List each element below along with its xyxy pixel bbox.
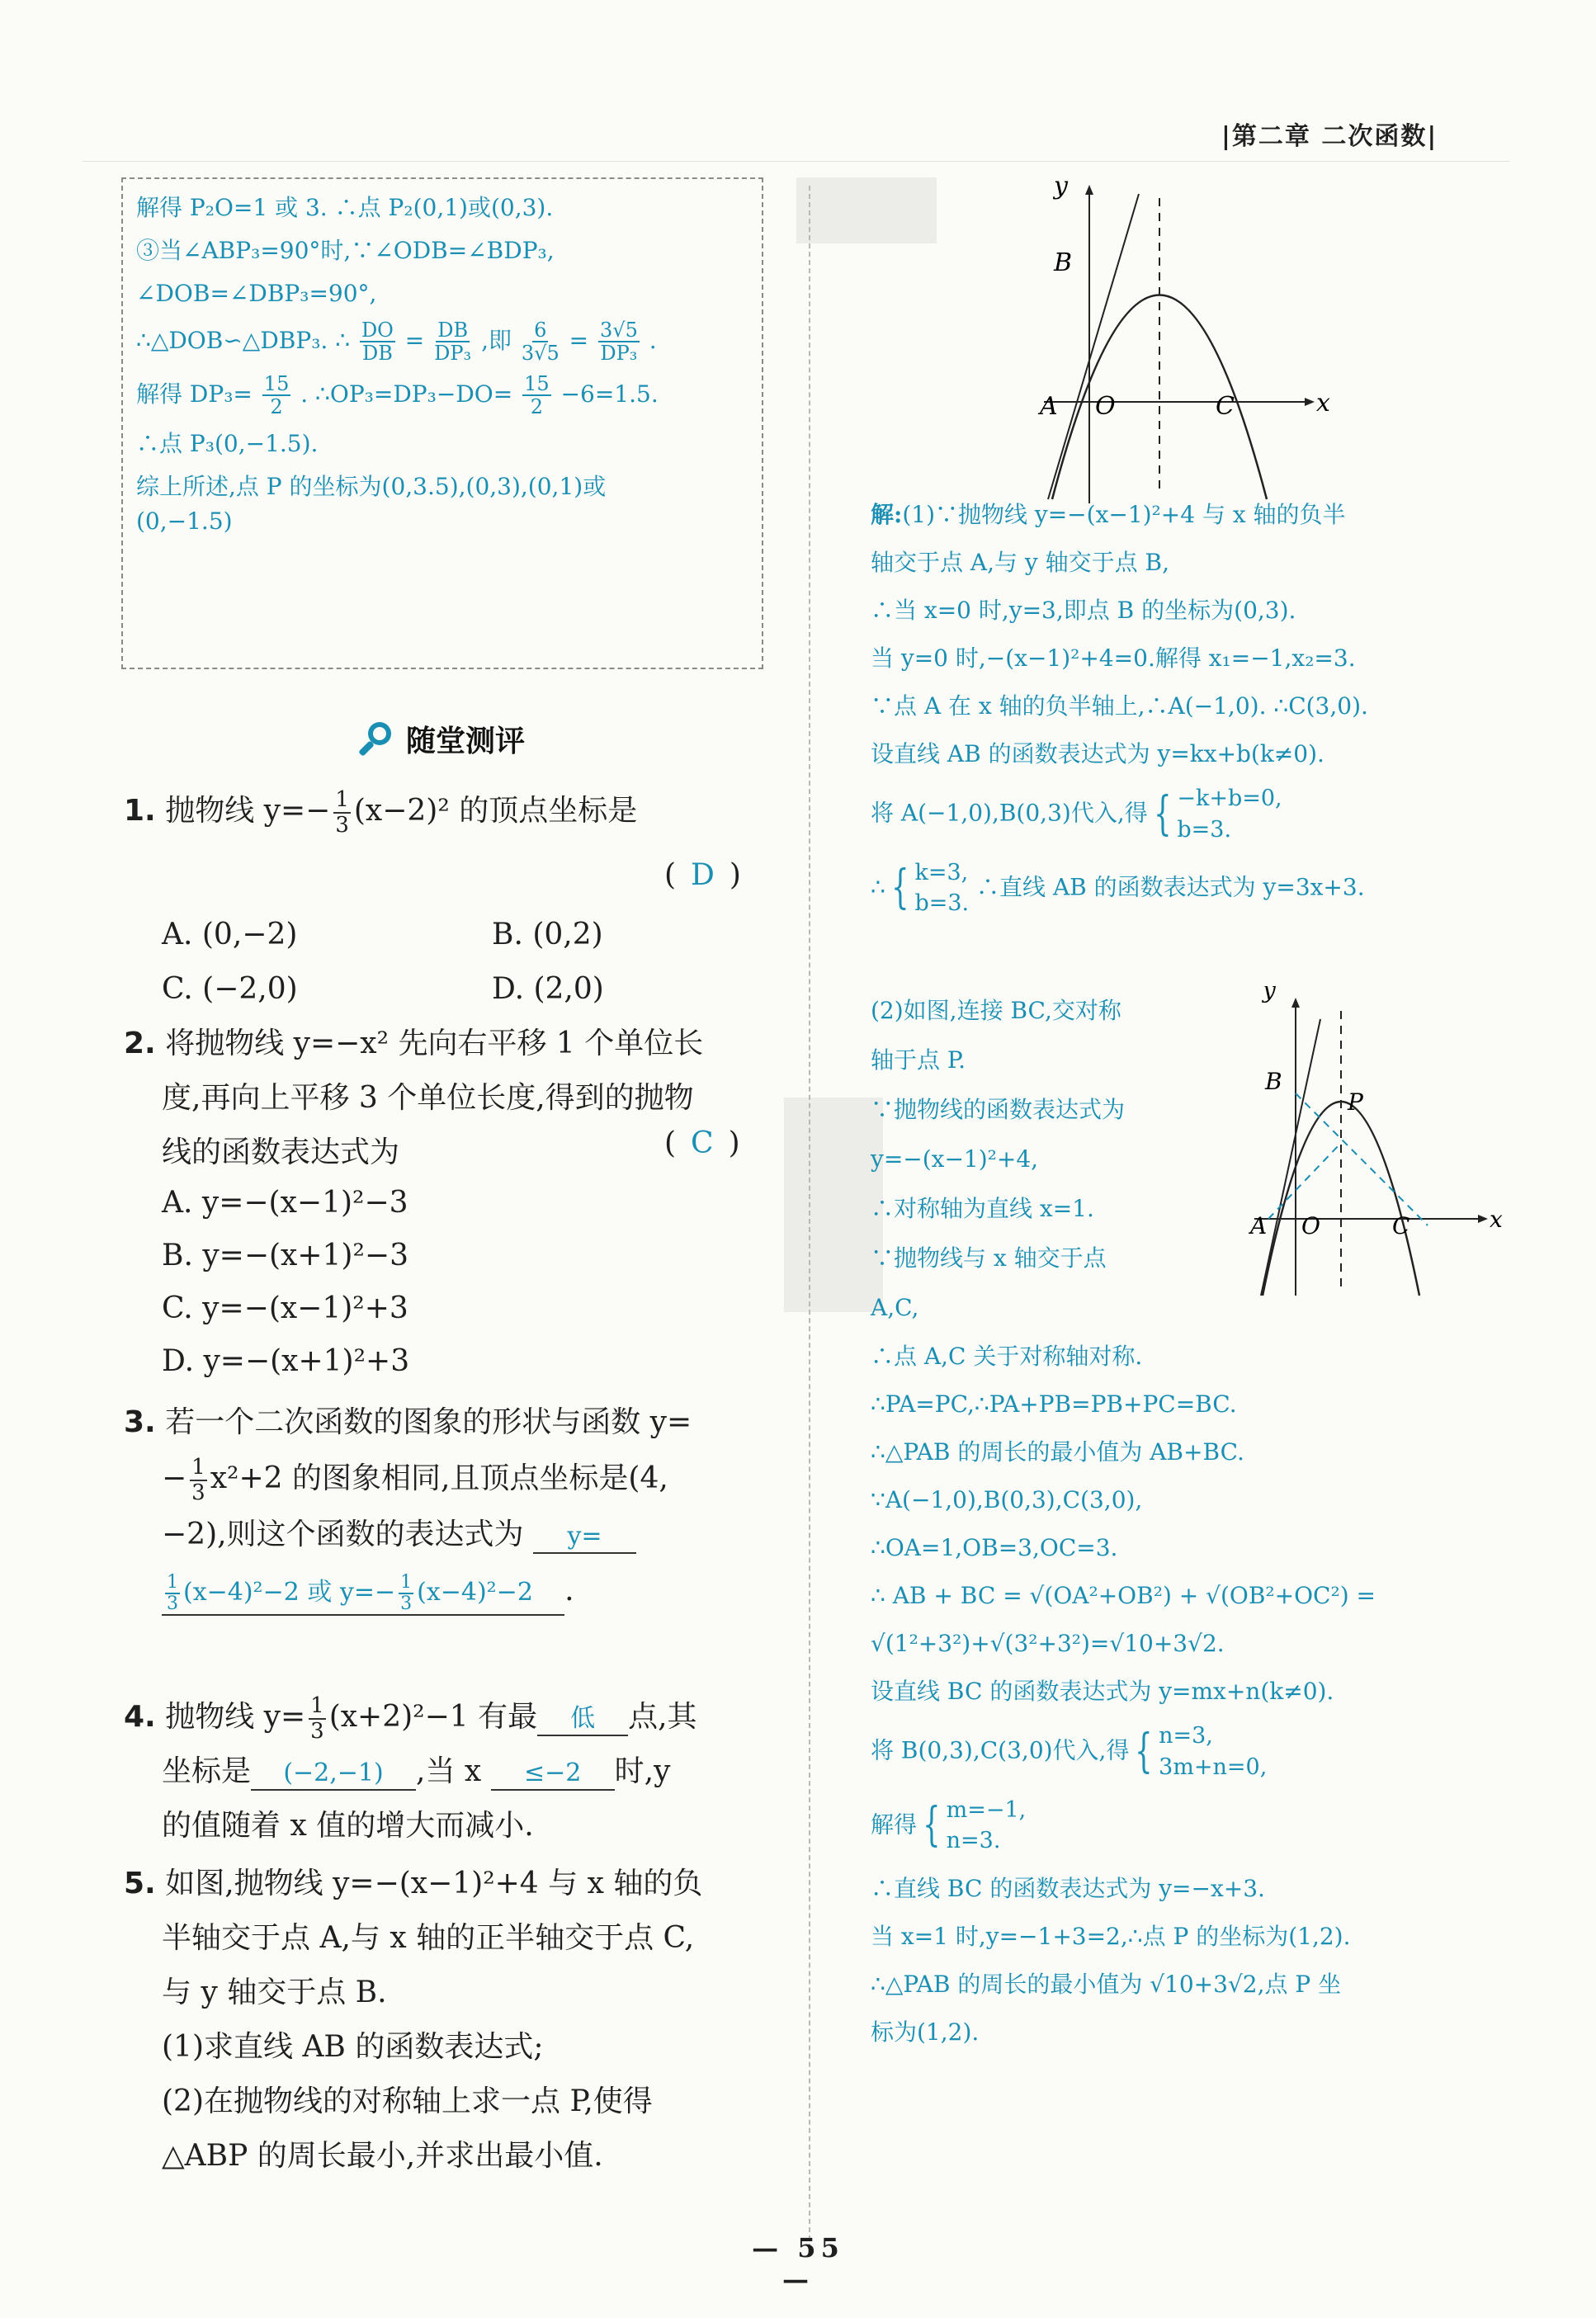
- y-label: y: [1263, 986, 1276, 1003]
- q5-line-2: 半轴交于点 A,与 x 轴的正半轴交于点 C,: [162, 1921, 695, 1955]
- sol-p2-line-2: 轴于点 P.: [871, 1046, 966, 1074]
- frac-den: 3: [335, 813, 349, 838]
- section-title: [355, 714, 525, 763]
- solution-label: 解:: [871, 501, 903, 528]
- q1-options: [124, 908, 784, 1017]
- q3-period: .: [564, 1574, 574, 1607]
- q5-line-5: (2)在抛物线的对称轴上求一点 P,使得: [162, 2084, 653, 2118]
- q2-option-d: D. y=−(x+1)²+3: [162, 1344, 410, 1378]
- question-1: [124, 784, 784, 838]
- q1-answer: D: [691, 858, 715, 892]
- brace-icon: {: [1135, 1724, 1153, 1778]
- q1-answer-paren: [664, 858, 741, 892]
- frac-num: 15: [524, 371, 550, 395]
- brace-icon: {: [1153, 786, 1172, 841]
- point-c-label: C: [1216, 392, 1235, 421]
- paren-right: ): [728, 1126, 740, 1160]
- bleed-through-shade-1: [796, 177, 937, 243]
- box-line-5: [136, 373, 748, 418]
- frac-num: DO: [361, 319, 394, 342]
- frac-3r5-dp3: [598, 319, 640, 365]
- system-1: [1177, 783, 1282, 846]
- q2-options: [124, 1177, 784, 1388]
- system-2: [914, 857, 969, 920]
- sol-p2-line-15: 设直线 BC 的函数表达式为 y=mx+n(k≠0).: [871, 1678, 1334, 1705]
- sol-p2-line-6: ∵抛物线与 x 轴交于点: [871, 1244, 1107, 1272]
- frac-num: 6: [534, 319, 547, 342]
- sol-line-7: [871, 783, 1514, 846]
- sol-p2-line-5: ∴对称轴为直线 x=1.: [871, 1195, 1094, 1222]
- q4-line-3: 的值随着 x 值的增大而减小.: [162, 1809, 534, 1843]
- box-l4-text-a: ∴△DOB∽△DBP₃. ∴: [136, 326, 351, 354]
- solution-part-1: [871, 491, 1514, 919]
- frac-num: 1: [191, 1455, 205, 1480]
- sol-p16-text: 将 B(0,3),C(3,0)代入,得: [871, 1736, 1130, 1764]
- q4-blank-1: 低: [537, 1703, 628, 1736]
- system-row: n=3.: [946, 1828, 1001, 1854]
- magnifier-icon: [355, 717, 398, 760]
- q3-frac: [190, 1456, 207, 1504]
- bleed-through-shade-2: [784, 1098, 883, 1312]
- q1-frac: [333, 788, 351, 837]
- frac-num: 15: [263, 371, 290, 395]
- q3-ans-frac-2: [399, 1573, 413, 1614]
- question-4: [124, 1690, 784, 1853]
- sol-line-8: [871, 857, 1514, 920]
- q1-option-b: B. (0,2): [492, 918, 603, 951]
- q3-minus: −: [162, 1461, 187, 1495]
- q1-stem-a: 抛物线 y=−: [165, 794, 331, 828]
- x-axis-arrow: [1305, 398, 1315, 406]
- y-label: y: [1054, 173, 1068, 201]
- point-a-label: A: [1040, 392, 1058, 421]
- frac-den: 2: [270, 395, 283, 419]
- box-l4-eq2: =: [569, 326, 589, 354]
- q3-line-1: 若一个二次函数的图象的形状与函数 y=: [165, 1405, 692, 1439]
- frac-do-db: [360, 319, 395, 365]
- line-ab: [1261, 1019, 1320, 1296]
- sol-p2-line-10: ∴△PAB 的周长的最小值为 AB+BC.: [871, 1438, 1244, 1466]
- sol-p2-line-14: √(1²+3²)+√(3²+3²)=√10+3√2.: [871, 1630, 1225, 1657]
- q4-text-c: 点,其: [628, 1700, 697, 1734]
- origin-label: O: [1301, 1212, 1320, 1239]
- point-b-label: B: [1265, 1068, 1282, 1095]
- segment-ap: [1268, 1143, 1341, 1219]
- page-number: — 55 —: [752, 2232, 844, 2295]
- q3-ans-text-c: (x−4)²−2: [417, 1578, 533, 1607]
- q2-option-b: B. y=−(x+1)²−3: [162, 1239, 408, 1272]
- q5-line-3: 与 y 轴交于点 B.: [162, 1976, 387, 2009]
- frac-num: 1: [165, 1573, 180, 1594]
- x-label: x: [1490, 1206, 1503, 1233]
- q1-option-d: D. (2,0): [492, 972, 604, 1006]
- box-l5-text-b: . ∴OP₃=DP₃−DO=: [300, 380, 513, 408]
- brace-icon: {: [923, 1798, 941, 1853]
- sol-p2-line-16: [871, 1721, 1523, 1783]
- q3-line-2: x²+2 的图象相同,且顶点坐标是(4,: [210, 1461, 668, 1495]
- q5-line-4: (1)求直线 AB 的函数表达式;: [162, 2030, 544, 2064]
- sol-p2-line-8: ∴点 A,C 关于对称轴对称.: [871, 1343, 1143, 1370]
- q4-text-f: 时,y: [614, 1754, 671, 1788]
- frac-15-2: [262, 373, 291, 418]
- solution-part-2b: [871, 1333, 1523, 2056]
- box-line-6: ∴点 P₃(0,−1.5).: [136, 429, 319, 457]
- sol-p2-line-21: 标为(1,2).: [871, 2018, 980, 2047]
- system-row: 3m+n=0,: [1159, 1754, 1268, 1780]
- q2-line-1: 将抛物线 y=−x² 先向右平移 1 个单位长: [165, 1027, 704, 1060]
- q5-number: 5.: [124, 1867, 156, 1900]
- frac-den: DB: [361, 342, 393, 366]
- frac-num: DB: [437, 319, 469, 342]
- q4-text-b: (x+2)²−1 有最: [328, 1700, 538, 1734]
- q4-text-e: ,当 x: [416, 1754, 482, 1788]
- y-axis-arrow: [1291, 998, 1300, 1008]
- sol-line-3: ∴当 x=0 时,y=3,即点 B 的坐标为(0,3).: [871, 597, 1296, 624]
- line-ab: [1048, 194, 1139, 499]
- q2-line-2: 度,再向上平移 3 个单位长度,得到的抛物: [162, 1081, 694, 1115]
- frac-num: 1: [399, 1573, 413, 1594]
- q3-line-3: −2),则这个函数的表达式为: [162, 1518, 524, 1551]
- sol-line-5: ∵点 A 在 x 轴的负半轴上,∴A(−1,0). ∴C(3,0).: [871, 692, 1368, 720]
- system-row: k=3,: [914, 859, 969, 885]
- frac-den: 3: [400, 1593, 413, 1614]
- sol-p2-line-20: ∴△PAB 的周长的最小值为 √10+3√2,点 P 坐: [871, 1971, 1342, 1999]
- box-line-4: [136, 319, 748, 365]
- q3-ans-frac-1: [165, 1573, 180, 1614]
- q2-option-a: A. y=−(x−1)²−3: [162, 1186, 408, 1220]
- point-a-label: A: [1250, 1212, 1268, 1239]
- sol-p2-line-7: A,C,: [871, 1294, 919, 1321]
- q1-number: 1.: [124, 794, 156, 828]
- y-axis-arrow: [1085, 185, 1093, 195]
- q4-blank-2: (−2,−1): [251, 1758, 416, 1791]
- paren-right: ): [729, 858, 741, 892]
- frac-db-dp3: [434, 319, 471, 365]
- question-3: [124, 1395, 784, 1621]
- q3-number: 3.: [124, 1405, 156, 1439]
- frac-15-2b: [522, 373, 551, 418]
- x-axis-arrow: [1478, 1215, 1488, 1223]
- parabola-graph-1: [1036, 173, 1333, 503]
- q2-number: 2.: [124, 1027, 156, 1060]
- origin-label: O: [1095, 392, 1116, 421]
- box-l4-text-c: .: [649, 326, 657, 354]
- frac-num: 1: [335, 787, 349, 813]
- sol-p2-line-13: ∴ AB + BC = √(OA²+OB²) + √(OB²+OC²) =: [871, 1582, 1376, 1609]
- frac-num: 3√5: [600, 319, 638, 342]
- sol-line-2: 轴交于点 A,与 y 轴交于点 B,: [871, 549, 1170, 576]
- frac-den: 3√5: [521, 342, 560, 366]
- sol-p2-line-4: y=−(x−1)²+4,: [871, 1145, 1039, 1173]
- q4-text-d: 坐标是: [162, 1754, 252, 1788]
- x-label: x: [1316, 389, 1330, 418]
- box-l4-eq: =: [404, 326, 425, 354]
- q1-option-c: C. (−2,0): [162, 972, 298, 1006]
- q3-answer-part-1: y=: [533, 1521, 636, 1554]
- sol-p2-line-18: ∴直线 BC 的函数表达式为 y=−x+3.: [871, 1875, 1265, 1903]
- sol-p2-line-9: ∴PA=PC,∴PA+PB=PB+PC=BC.: [871, 1390, 1237, 1418]
- brace-icon: {: [890, 861, 909, 915]
- parabola-graph-2: [1209, 986, 1506, 1300]
- system-row: −k+b=0,: [1177, 786, 1282, 811]
- sol-line-1: (1)∵抛物线 y=−(x−1)²+4 与 x 轴的负半: [902, 501, 1346, 528]
- frac-den: 2: [530, 395, 543, 419]
- q3-answer-part-2: [162, 1573, 564, 1616]
- frac-den: DP₃: [600, 342, 638, 366]
- q1-option-a: A. (0,−2): [162, 918, 298, 951]
- q3-ans-text-b: (x−4)²−2 或 y=−: [183, 1578, 396, 1607]
- sol-p2-line-3: ∵抛物线的函数表达式为: [871, 1096, 1126, 1123]
- sol-p2-line-17: [871, 1795, 1523, 1858]
- box-line-7: 综上所述,点 P 的坐标为(0,3.5),(0,3),(0,1)或: [136, 472, 607, 500]
- box-line-2: ③当∠ABP₃=90°时,∵∠ODB=∠BDP₃,: [136, 237, 555, 264]
- frac-den: DP₃: [434, 342, 472, 366]
- q4-text-a: 抛物线 y=: [165, 1700, 306, 1734]
- sol-p2-line-11: ∵A(−1,0),B(0,3),C(3,0),: [871, 1486, 1143, 1513]
- q4-frac: [309, 1694, 326, 1743]
- sol-line-4: 当 y=0 时,−(x−1)²+4=0.解得 x₁=−1,x₂=3.: [871, 644, 1356, 672]
- q2-option-c: C. y=−(x−1)²+3: [162, 1291, 408, 1325]
- sol-p2-line-1: (2)如图,连接 BC,交对称: [871, 997, 1121, 1024]
- q2-line-3: 线的函数表达式为: [162, 1135, 400, 1169]
- sol-line-6: 设直线 AB 的函数表达式为 y=kx+b(k≠0).: [871, 740, 1324, 767]
- chapter-header: |第二章 二次函数|: [1221, 122, 1438, 151]
- system-row: b=3.: [914, 890, 970, 917]
- paren-left: (: [664, 1126, 677, 1160]
- system-3: [1159, 1721, 1267, 1783]
- system-row: n=3,: [1159, 1723, 1213, 1749]
- q1-stem-b: (x−2)² 的顶点坐标是: [353, 794, 638, 828]
- frac-num: 1: [310, 1693, 324, 1719]
- q2-answer-paren: [664, 1126, 740, 1160]
- point-p-label: P: [1348, 1088, 1363, 1116]
- box-line-1: 解得 P₂O=1 或 3. ∴点 P₂(0,1)或(0,3).: [136, 194, 554, 221]
- box-line-3: ∠DOB=∠DBP₃=90°,: [136, 280, 377, 307]
- sol-8-text: ∴直线 AB 的函数表达式为 y=3x+3.: [976, 872, 1365, 900]
- point-c-label: C: [1392, 1212, 1410, 1239]
- system-row: m=−1,: [946, 1796, 1027, 1823]
- q5-line-6: △ABP 的周长最小,并求出最小值.: [162, 2139, 603, 2173]
- column-divider: [809, 186, 810, 2257]
- q5-line-1: 如图,抛物线 y=−(x−1)²+4 与 x 轴的负: [165, 1867, 703, 1900]
- q4-blank-3: ≤−2: [491, 1758, 615, 1791]
- frac-den: 3: [191, 1480, 205, 1505]
- q2-answer: C: [691, 1126, 714, 1160]
- frac-den: 3: [310, 1719, 324, 1744]
- sol-p17-text: 解得: [871, 1810, 918, 1838]
- question-5: [124, 1857, 784, 2183]
- frac-den: 3: [167, 1593, 178, 1614]
- sol-p2-line-12: ∴OA=1,OB=3,OC=3.: [871, 1534, 1118, 1561]
- sol-8-therefore: ∴: [871, 872, 885, 900]
- box-l5-text-a: 解得 DP₃=: [136, 380, 253, 408]
- box-l5-text-c: −6=1.5.: [560, 380, 659, 408]
- section-title-text: 随堂测评: [406, 724, 526, 758]
- header-rule: [83, 161, 1510, 162]
- frac-6-3r5: [522, 319, 560, 365]
- system-4: [947, 1795, 1027, 1858]
- point-b-label: B: [1054, 248, 1073, 277]
- paren-left: (: [664, 858, 677, 892]
- q4-number: 4.: [124, 1700, 156, 1734]
- previous-answer-box: [121, 177, 763, 669]
- box-line-8: (0,−1.5): [136, 507, 233, 535]
- sol-7-text: 将 A(−1,0),B(0,3)代入,得: [871, 799, 1148, 827]
- box-l4-text-b: ,即: [481, 326, 512, 354]
- sol-p2-line-19: 当 x=1 时,y=−1+3=2,∴点 P 的坐标为(1,2).: [871, 1923, 1351, 1951]
- system-row: b=3.: [1177, 816, 1232, 843]
- solution-part-2a: [871, 986, 1201, 1333]
